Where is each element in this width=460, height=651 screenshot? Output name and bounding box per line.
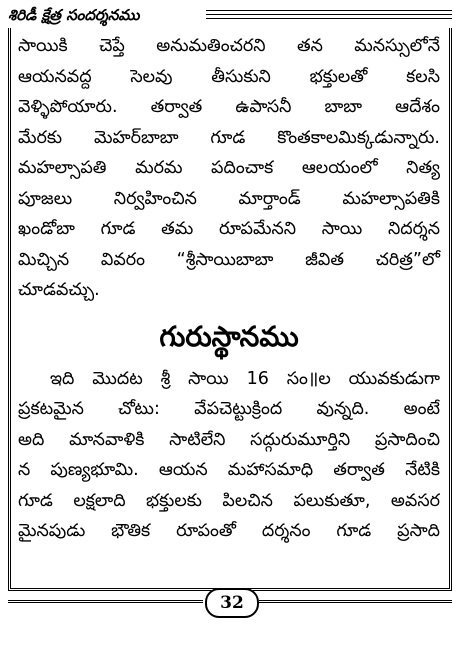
footer-rule (8, 600, 203, 603)
text-line: న పుణ్యభూమి. ఆయన మహాసమాధి తర్వాత నేటికి (18, 460, 440, 480)
text-line: మైనపుడు భౌతిక రూపంతో దర్శనం గూడ ప్రసాది (18, 521, 440, 541)
text-line: ఖండోబా గూడ తమ రూపమేనని సాయి నిదర్శన (18, 219, 440, 239)
header-rule (206, 18, 452, 19)
paragraph-1 (18, 31, 440, 306)
text-line: మిచ్చిన వివరం “శ్రీసాయిబాబా జీవిత చరిత్ర”లో (18, 249, 440, 270)
text-line: మహల్సాపతి మరమ పదించాక ఆలయంలో నిత్య (18, 158, 440, 178)
header-title: శిరిడీ క్షేత్ర సందర్శనము (8, 4, 145, 26)
text-line: పూజలు నిర్వహించిన మార్తాండ్ మహల్సాపతికి (18, 188, 440, 209)
page-number: 32 (205, 588, 259, 618)
text-line: వెళ్ళిపోయారు. తర్వాత ఉపాసనీ బాబా ఆదేశం (18, 97, 440, 117)
text-line: సాయికి చెప్తే అనుమతించరని తన మనస్సులోనే (18, 36, 440, 56)
text-line: మేరకు మెహర్‌బాబా గూడ కొంతకాలమిక్కడున్నారు. (18, 127, 440, 148)
header-rule (206, 10, 452, 11)
text-line: ఆయనవద్ద సెలవు తీసుకుని భక్తులతో కలసి (18, 66, 440, 87)
text-line: గూడ లక్షలాది భక్తులకు పిలచిన పలుకుతూ, అవసర (18, 490, 440, 511)
page-footer (8, 588, 452, 618)
footer-rule (259, 600, 452, 603)
header-rule (206, 14, 452, 15)
text-line: ప్రకటమైన చోటు: వేపచెట్టుక్రింద వున్నది. అంటే (18, 399, 440, 419)
text-line: అది మానవాళికి సాటిలేని సద్గురుమూర్తిని ప్రసాదించి (18, 429, 440, 450)
section-heading: గురుస్థానము (159, 319, 299, 353)
paragraph-2 (18, 364, 440, 547)
running-header (6, 4, 452, 30)
text-line: ఇది మొదట శ్రీ సాయి 16 సం॥ల యువకుడుగా (50, 368, 440, 389)
text-line: చూడవచ్చు. (18, 280, 100, 300)
page-body (18, 31, 440, 547)
